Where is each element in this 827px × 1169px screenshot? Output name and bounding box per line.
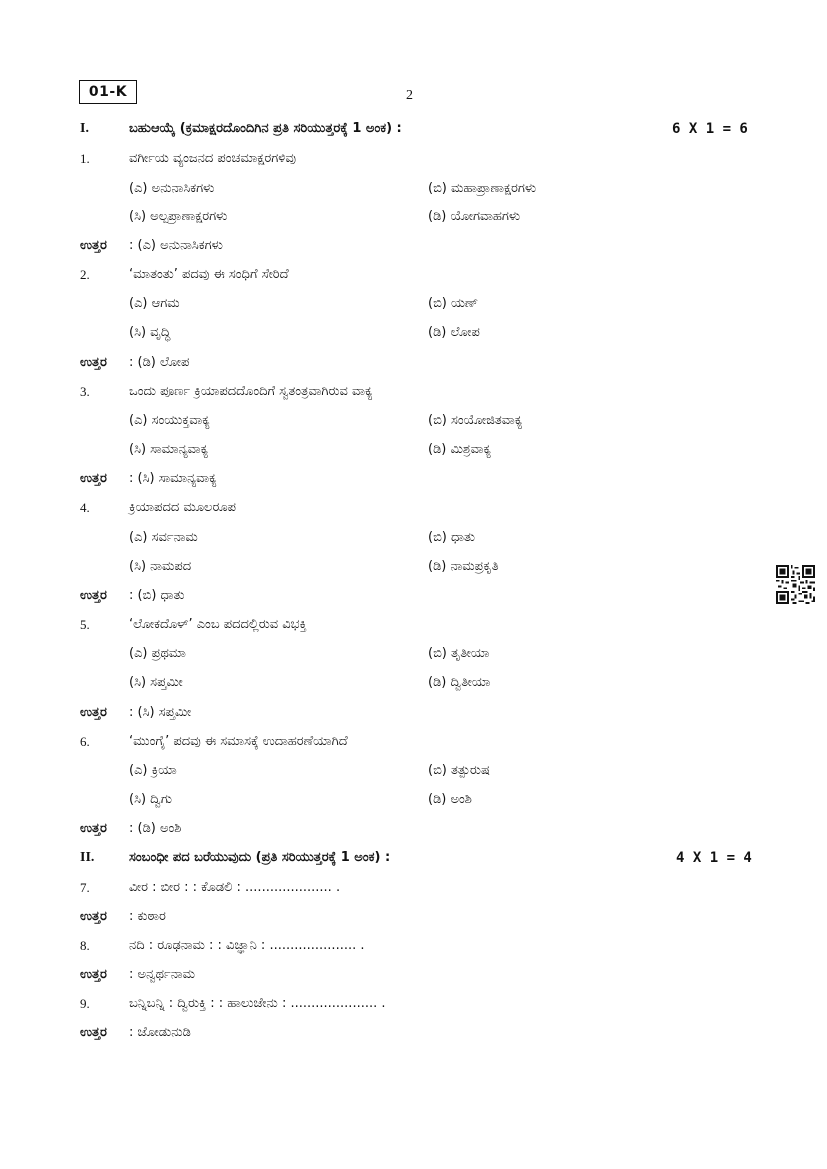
option-d: (ಡಿ) ನಾಮಪ್ರಕೃತಿ xyxy=(428,559,499,574)
option-a: (ಎ) ಸಂಯುಕ್ತವಾಕ್ಯ xyxy=(129,413,210,428)
question-text: ವರ್ಗೀಯ ವ್ಯಂಜನದ ಪಂಚಮಾಕ್ಷರಗಳಿವು xyxy=(129,151,296,166)
answer-label: ಉತ್ತರ xyxy=(80,588,107,603)
question-text: ವೀರ : ಬೀರ : : ಕೊಡಲಿ : ..................... . xyxy=(129,880,341,895)
option-d: (ಡಿ) ಯೋಗವಾಹಗಳು xyxy=(428,209,521,224)
question-text: ನದಿ : ರೂಢನಾಮ : : ವಿಜ್ಞಾನಿ : ..................... . xyxy=(129,938,365,953)
option-c: (ಸಿ) ಸಪ್ತಮೀ xyxy=(129,675,183,690)
answer-text: : ಅನ್ವರ್ಥನಾಮ xyxy=(129,967,195,982)
option-d: (ಡಿ) ಲೋಪ xyxy=(428,325,480,340)
option-c: (ಸಿ) ಸಾಮಾನ್ಯವಾಕ್ಯ xyxy=(129,442,209,457)
option-a: (ಎ) ಪ್ರಥಮಾ xyxy=(129,646,186,661)
question-number: 9. xyxy=(80,996,90,1011)
answer-text: : ಕುಠಾರ xyxy=(129,909,166,924)
answer-label: ಉತ್ತರ xyxy=(80,705,107,720)
answer-text: : (ಬಿ) ಧಾತು xyxy=(129,588,185,603)
question-number: 1. xyxy=(80,151,90,166)
question-code-box: 01-K xyxy=(79,80,137,104)
question-number: 6. xyxy=(80,734,90,749)
option-d: (ಡಿ) ಮಿಶ್ರವಾಕ್ಯ xyxy=(428,442,492,457)
answer-text: : (ಸಿ) ಸಪ್ತಮೀ xyxy=(129,705,192,720)
section-2-title: ಸಂಬಂಧೀ ಪದ ಬರೆಯುವುದು (ಪ್ರತಿ ಸರಿಯುತ್ತರಕ್ಕೆ 1 ಅಂಕ) : xyxy=(129,850,391,865)
question-number: 4. xyxy=(80,500,90,515)
answer-label: ಉತ್ತರ xyxy=(80,821,107,836)
answer-text: : (ಸಿ) ಸಾಮಾನ್ಯವಾಕ್ಯ xyxy=(129,471,217,486)
option-a: (ಎ) ಅನುನಾಸಿಕಗಳು xyxy=(129,181,215,196)
answer-label: ಉತ್ತರ xyxy=(80,471,107,486)
page-number: 2 xyxy=(406,88,413,103)
option-c: (ಸಿ) ದ್ವಿಗು xyxy=(129,792,173,807)
question-number: 8. xyxy=(80,938,90,953)
section-2-marks: 4 X 1 = 4 xyxy=(676,850,752,866)
answer-text: : (ಡಿ) ಅಂಶಿ xyxy=(129,821,182,836)
option-b: (ಬಿ) ಸಂಯೋಜಿತವಾಕ್ಯ xyxy=(428,413,523,428)
option-b: (ಬಿ) ತತ್ಪುರುಷ xyxy=(428,763,490,778)
question-text: ‘ಲೋಕದೊಳ್’ ಎಂಬ ಪದದಲ್ಲಿರುವ ವಿಭಕ್ತಿ xyxy=(129,617,307,632)
option-b: (ಬಿ) ಮಹಾಪ್ರಾಣಾಕ್ಷರಗಳು xyxy=(428,181,537,196)
answer-text: : (ಎ) ಅನುನಾಸಿಕಗಳು xyxy=(129,238,223,253)
answer-text: : ಜೋಡುನುಡಿ xyxy=(129,1025,191,1040)
option-b: (ಬಿ) ತೃತೀಯಾ xyxy=(428,646,490,661)
option-a: (ಎ) ಸರ್ವನಾಮ xyxy=(129,530,198,545)
question-number: 3. xyxy=(80,384,90,399)
answer-label: ಉತ್ತರ xyxy=(80,1025,107,1040)
qr-code-icon xyxy=(776,565,815,604)
answer-text: : (ಡಿ) ಲೋಪ xyxy=(129,355,190,370)
question-number: 2. xyxy=(80,267,90,282)
section-2-number: II. xyxy=(80,850,95,865)
option-c: (ಸಿ) ನಾಮಪದ xyxy=(129,559,192,574)
question-number: 5. xyxy=(80,617,90,632)
question-text: ‘ಮಾತಂತು’ ಪದವು ಈ ಸಂಧಿಗೆ ಸೇರಿದೆ xyxy=(129,267,289,282)
option-d: (ಡಿ) ಅಂಶಿ xyxy=(428,792,472,807)
question-text: ಕ್ರಿಯಾಪದದ ಮೂಲರೂಪ xyxy=(129,500,236,515)
section-1-title: ಬಹುಆಯ್ಕೆ (ಕ್ರಮಾಕ್ಷರದೊಂದಿಗಿನ ಪ್ರತಿ ಸರಿಯುತ್ತರಕ್ಕೆ 1 ಅಂಕ) : xyxy=(129,121,402,136)
option-d: (ಡಿ) ದ್ವಿತೀಯಾ xyxy=(428,675,491,690)
option-a: (ಎ) ಆಗಮ xyxy=(129,296,180,311)
option-c: (ಸಿ) ವೃದ್ಧಿ xyxy=(129,325,171,340)
answer-label: ಉತ್ತರ xyxy=(80,238,107,253)
option-a: (ಎ) ಕ್ರಿಯಾ xyxy=(129,763,177,778)
question-text: ಒಂದು ಪೂರ್ಣ ಕ್ರಿಯಾಪದದೊಂದಿಗೆ ಸ್ವತಂತ್ರವಾಗಿರುವ ವಾಕ್ಯ xyxy=(129,384,373,399)
question-text: ‘ಮುಂಗೈ’ ಪದವು ಈ ಸಮಾಸಕ್ಕೆ ಉದಾಹರಣೆಯಾಗಿದೆ xyxy=(129,734,348,749)
section-1-marks: 6 X 1 = 6 xyxy=(672,121,748,137)
answer-label: ಉತ್ತರ xyxy=(80,355,107,370)
question-text: ಬನ್ನಿಬನ್ನಿ : ದ್ವಿರುಕ್ತಿ : : ಹಾಲುಜೇನು : ..................... . xyxy=(129,996,386,1011)
section-1-number: I. xyxy=(80,121,89,136)
option-b: (ಬಿ) ಧಾತು xyxy=(428,530,476,545)
answer-label: ಉತ್ತರ xyxy=(80,967,107,982)
option-c: (ಸಿ) ಅಲ್ಪಪ್ರಾಣಾಕ್ಷರಗಳು xyxy=(129,209,228,224)
answer-label: ಉತ್ತರ xyxy=(80,909,107,924)
question-number: 7. xyxy=(80,880,90,895)
option-b: (ಬಿ) ಯಣ್ xyxy=(428,296,479,311)
